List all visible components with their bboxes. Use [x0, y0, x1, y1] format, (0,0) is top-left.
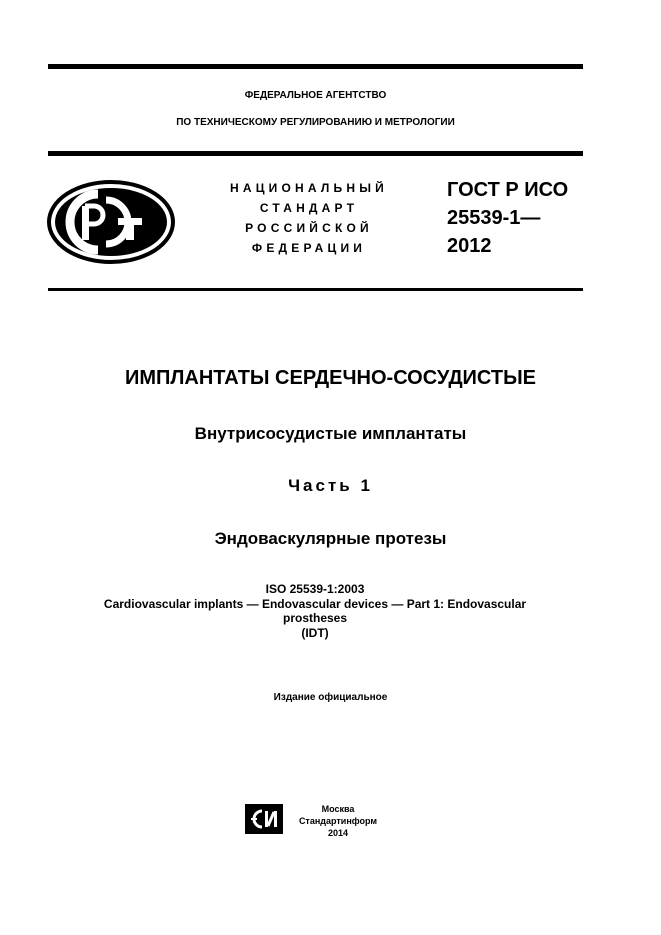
publisher-block: [290, 803, 386, 839]
iso-title-line-2: prostheses: [282, 611, 348, 625]
publisher-city: Москва: [321, 804, 355, 814]
document-subtitle: Внутрисосудистые имплантаты: [194, 424, 467, 443]
national-standard-block: [214, 178, 404, 258]
gost-line-3: 2012: [447, 235, 492, 257]
iso-number: ISO 25539-1:2003: [265, 582, 365, 596]
agency-line-2: ПО ТЕХНИЧЕСКОМУ РЕГУЛИРОВАНИЮ И МЕТРОЛОГИИ: [176, 117, 455, 128]
iso-idt: (IDT): [301, 625, 329, 640]
document-subtitle-2: Эндоваскулярные протезы: [214, 529, 447, 548]
document-title: ИМПЛАНТАТЫ СЕРДЕЧНО-СОСУДИСТЫЕ: [124, 367, 537, 389]
gost-line-2: 25539-1—: [447, 207, 541, 229]
standard-line-4: ФЕДЕРАЦИИ: [251, 241, 367, 255]
gost-designation: [447, 176, 568, 260]
standard-line-2: СТАНДАРТ: [259, 201, 359, 215]
standard-line-1: НАЦИОНАЛЬНЫЙ: [229, 181, 389, 195]
middle-rule: [48, 151, 583, 156]
top-rule: [48, 64, 583, 69]
edition-label: Издание официальное: [273, 692, 388, 703]
publisher-year: 2014: [327, 828, 349, 838]
publisher-name: Стандартинформ: [298, 816, 378, 826]
iso-title-line-1: Cardiovascular implants — Endovascular devices — Part 1: Endovascular: [103, 596, 527, 611]
document-part: Часть 1: [288, 476, 373, 495]
standard-line-3: РОССИЙСКОЙ: [245, 221, 373, 235]
standartinform-logo-icon: [245, 804, 283, 834]
rst-certification-logo-icon: [46, 180, 176, 264]
gost-line-1: ГОСТ Р ИСО: [447, 179, 569, 201]
iso-reference-block: [60, 582, 570, 640]
agency-line-1: ФЕДЕРАЛЬНОЕ АГЕНТСТВО: [244, 90, 387, 101]
bottom-rule: [48, 288, 583, 291]
